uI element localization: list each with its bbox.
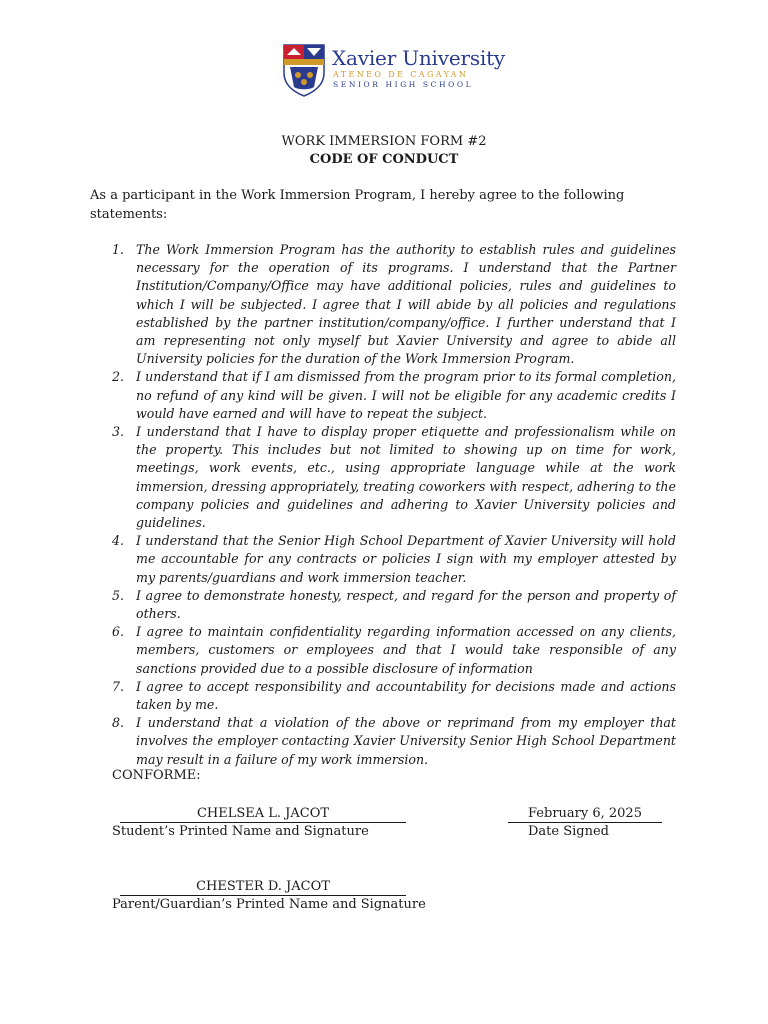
item-number: 3. xyxy=(112,424,125,440)
list-item xyxy=(112,368,676,423)
item-text: I agree to demonstrate honesty, respect, and regard for the person and property of others. xyxy=(136,587,676,622)
list-item xyxy=(112,241,676,368)
form-title: WORK IMMERSION FORM #2 xyxy=(281,134,487,149)
university-shield-icon xyxy=(282,43,326,97)
list-item xyxy=(112,532,676,587)
list-item xyxy=(112,623,676,678)
item-text: I understand that the Senior High School Department of Xavier University will hold me accountable for any contracts or policies I sign with my employer attested by my parents/guardians and work immersion teacher. xyxy=(136,533,676,585)
item-number: 4. xyxy=(112,533,125,549)
intro-paragraph: As a participant in the Work Immersion Program, I hereby agree to the following statements: xyxy=(90,188,625,222)
school-name: SENIOR HIGH SCHOOL xyxy=(333,80,474,89)
item-number: 6. xyxy=(112,624,125,640)
date-signed-label: Date Signed xyxy=(528,824,609,839)
list-item xyxy=(112,587,676,623)
item-number: 2. xyxy=(112,369,125,385)
item-text: I understand that I have to display proper etiquette and professionalism while on the property. This includes but not limited to showing up on time for work, meetings, work events, etc., using appropriate language while at the work immersion, dressing appropriately, treating coworkers with respect, adhering to the company policies and guidelines and adhering to Xavier University policies and guidelines. xyxy=(136,424,676,531)
conforme-label: CONFORME: xyxy=(112,768,201,783)
item-number: 7. xyxy=(112,678,125,694)
date-signed-line: February 6, 2025 xyxy=(508,806,662,823)
university-name: Xavier University xyxy=(332,46,506,70)
form-subtitle: CODE OF CONDUCT xyxy=(309,152,459,167)
list-item xyxy=(112,423,676,532)
university-logo xyxy=(282,43,506,97)
parent-signature-label: Parent/Guardian’s Printed Name and Signature xyxy=(112,897,426,912)
item-number: 8. xyxy=(112,715,125,731)
item-text: I understand that a violation of the above or reprimand from my employer that involves the employer contacting Xavier University Senior High School Department may result in a failure of my work immersion. xyxy=(136,715,676,767)
student-signature-label: Student’s Printed Name and Signature xyxy=(112,824,369,839)
item-text: I agree to maintain confidentiality regarding information accessed on any clients, members, customers or employees and that I would take responsible of any sanctions provided due to a possible disclosure of information xyxy=(136,624,676,676)
item-number: 5. xyxy=(112,587,125,603)
item-text: I agree to accept responsibility and accountability for decisions made and actions taken by me. xyxy=(136,678,676,713)
item-text: The Work Immersion Program has the authority to establish rules and guidelines necessary for the operation of its programs. I understand that the Partner Institution/Company/Office may have additional policies, rules and guidelines to which I will be subjected. I agree that I will abide by all policies and regulations established by the partner institution/company/office. I further understand that I am representing not only myself but Xavier University and agree to abide all University policies for the duration of the Work Immersion Program. xyxy=(136,242,676,367)
list-item xyxy=(112,678,676,714)
list-item xyxy=(112,714,676,769)
item-number: 1. xyxy=(112,242,125,257)
statements-list xyxy=(112,241,676,769)
parent-name-line: CHESTER D. JACOT xyxy=(120,879,406,896)
item-text: I understand that if I am dismissed from the program prior to its formal completion, no refund of any kind will be given. I will not be eligible for any academic credits I would have earned and will have to repeat the subject. xyxy=(136,369,676,421)
university-subtitle: ATENEO DE CAGAYAN xyxy=(333,70,469,79)
student-name-line: CHELSEA L. JACOT xyxy=(120,806,406,823)
